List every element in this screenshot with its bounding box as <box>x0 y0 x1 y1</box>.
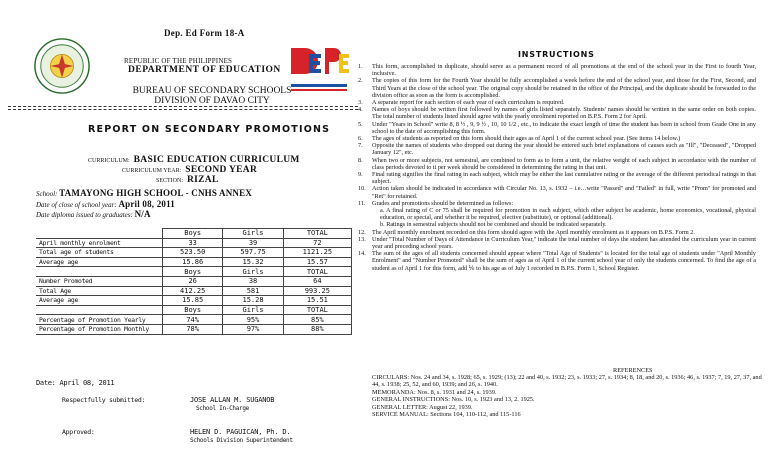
instructions-list <box>358 63 756 272</box>
promotion-stats-table <box>36 228 352 335</box>
department-name: DEPARTMENT OF EDUCATION <box>128 65 281 75</box>
stats-cell-girls: 38 <box>223 276 283 286</box>
close-date-line <box>36 199 175 209</box>
instruction-text: Opposite the names of students who dropped out during the year should be entered such brief explanations of causes such as "Ill", "Deceased", "Dropped January 12", etc. <box>372 142 756 157</box>
stats-cell-boys: Boys <box>163 305 223 315</box>
instruction-text: Final rating signifies the final rating in each subject, which may be either the last cumulative rating or the average of the different periodical ratings in that subject. <box>372 171 756 186</box>
approved-label: Approved: <box>62 428 95 436</box>
references-general-letter: GENERAL LETTER: August 22, 1939. <box>372 403 473 411</box>
school-label: School: <box>36 190 58 198</box>
diploma-date-value: N/A <box>134 209 151 219</box>
stats-row-label: Total age of students <box>36 248 163 258</box>
instruction-text: A separate report for each section of each year of each curriculum is required. <box>372 99 565 107</box>
instruction-text: The copies of this form for the Fourth Year should be fully accomplished a week before the end of the school year, and those for the First, Second, and Third Years at the close of the school year. The original copy should be retained in the office of the Principal, and the duplicate should be forwarded to the division office as soon as the form is accomplished. <box>372 77 756 99</box>
stats-cell-total: 15.57 <box>283 257 351 267</box>
stats-cell-boys: 74% <box>163 315 223 325</box>
stats-cell-total: 15.51 <box>283 296 351 306</box>
instruction-item: 10. Action taken should be indicated in accordance with Circular No. 13, s. 1932 – i.e…write "Passed" and "Failed" in full, write "Prom" for promoted and "Ret" for retained. <box>358 185 756 200</box>
stats-cell-girls: 581 <box>223 286 283 296</box>
submitted-label: Respectfully submitted: <box>62 396 146 404</box>
stats-row <box>36 276 352 286</box>
instruction-item: 6. The ages of students as reported on this form should their ages as of April 1 of the current school year. (See items 14 below.) <box>358 135 681 143</box>
instruction-subitem-b: b. Ratings in semestral subjects should not be combined and should be indicated separately. <box>380 221 607 229</box>
instruction-text: The ages of students as reported on this form should their ages as of April 1 of the current school year. (See items 14 below.) <box>372 135 681 143</box>
approved-name: HELEN D. PAGUICAN, Ph. D. <box>190 428 291 436</box>
deped-seal-icon <box>33 37 91 95</box>
instruction-text: Under "Total Number of Days of Attendance in Curriculum Year," indicate the total number of days the student has attended the curriculum year in current year and preceding school years. <box>372 235 756 251</box>
stats-header-row <box>36 267 352 277</box>
instruction-text: This form, accomplished in duplicate, should serve as a permanent record of all promotions at the end of the school year in the First to fourth Year, inclusive. <box>372 63 756 78</box>
curriculum-label: CURRICULUM: <box>88 158 130 164</box>
submitted-title: School In-Charge <box>196 405 249 412</box>
separator-rule <box>8 106 358 110</box>
instruction-text: The sum of the ages of all students concerned should appear where "Total Age of Students" is located for the total age of students under "April Monthly Enrolment" and "Number Promoted" shall be the sum of ages as of April 1 of the current school year of only the students concerned. To find the age of a student as of April 1 for this form, add ⅙ to his age as of July 1 recorded in B.P.S. Form 1, School Register. <box>372 250 756 272</box>
school-name: TAMAYONG HIGH SCHOOL - CNHS ANNEX <box>59 188 253 198</box>
stats-row-label: Average age <box>36 257 163 267</box>
stats-cell-total: 64 <box>283 276 351 286</box>
stats-row <box>36 324 352 334</box>
stats-cell-total: TOTAL <box>283 267 351 277</box>
stats-cell-total: TOTAL <box>283 229 351 239</box>
stats-row-label <box>36 267 163 277</box>
stats-row-label: Percentage of Promotion Yearly <box>36 315 163 325</box>
instruction-text: Under "Years in School" write 8, 8 ½ , 9, 9 ½ , 10, 10 1/2 , etc., to indicate the exact length of time the student has been in school from Grade One in any school to the date of accomplishing this form. <box>372 120 756 135</box>
section-line <box>156 169 219 187</box>
instruction-item: 7. Opposite the names of students who dropped out during the year should be entered such brief explanations of causes such as "Ill", "Deceased", "Dropped January 12", etc. <box>358 142 756 157</box>
stats-cell-total: 85% <box>283 315 351 325</box>
stats-cell-total: 993.25 <box>283 286 351 296</box>
stats-cell-girls: Girls <box>223 267 283 277</box>
stats-header-row <box>36 229 352 239</box>
stats-cell-boys: Boys <box>163 229 223 239</box>
references-title: REFERENCES <box>613 367 653 374</box>
stats-cell-girls: Girls <box>223 229 283 239</box>
stats-row-label: Number Promoted <box>36 276 163 286</box>
stats-cell-boys: 15.86 <box>163 257 223 267</box>
instruction-item: 11. Grades and promotions should be determined as follows: a. A final rating of C or 75 shall be required for promotion in each subject, which other subject be academic, home economics, vocational, physical education, or special, and whether it be required, elective (substitute), or optional (additional). b. Ratings in semestral subjects should not be combined and should be indicated separately. <box>358 199 756 229</box>
diploma-date-label: Date diploma issued to graduates: <box>36 211 133 219</box>
instruction-item: 2. The copies of this form for the Fourth Year should be fully accomplished a week before the end of the school year, and those for the First, Second, and Third Years at the close of the school year. The original copy should be retained in the office of the Principal, and the duplicate should be forwarded to the division office as soon as the form is accomplished. <box>358 77 756 99</box>
stats-row <box>36 238 352 248</box>
close-date-label: Date of close of school year: <box>36 201 117 209</box>
stats-cell-boys: 412.25 <box>163 286 223 296</box>
stats-cell-total: 88% <box>283 324 351 334</box>
instruction-item: 14. The sum of the ages of all students concerned should appear where "Total Age of Students" is located for the total age of students under "April Monthly Enrolment" and "Number Promoted" shall be the sum of ages as of April 1 of the current school year of only the students concerned. To find the age of a student as of April 1 for this form, add ⅙ to his age as of July 1 recorded in B.P.S. Form 1, School Register. <box>358 250 756 272</box>
instruction-item: 3. A separate report for each section of each year of each curriculum is required. <box>358 99 565 107</box>
stats-cell-boys: Boys <box>163 267 223 277</box>
stats-cell-boys: 33 <box>163 238 223 248</box>
report-title: REPORT ON SECONDARY PROMOTIONS <box>88 124 331 135</box>
instruction-text: Names of boys should be written first followed by names of girls listed separately. Students' names should be written in the same order on both copies. The total number of students listed should agree with the yearly enrolment reported on B.P.S. Form 2 for April. <box>372 106 756 121</box>
stats-cell-total: 72 <box>283 238 351 248</box>
stats-cell-girls: 15.32 <box>223 257 283 267</box>
stats-row-label <box>36 305 163 315</box>
stats-row-label: Average age <box>36 296 163 306</box>
stats-cell-girls: Girls <box>223 305 283 315</box>
stats-cell-total: 1121.25 <box>283 248 351 258</box>
stats-row <box>36 315 352 325</box>
instruction-item: 12. The April monthly enrolment recorded on this form should agree with the April monthly enrolment as it appears on B.P.S. Form 2. <box>358 228 695 236</box>
stats-cell-girls: 15.28 <box>223 296 283 306</box>
instruction-item: 9. Final rating signifies the final rating in each subject, which may be either the last cumulative rating or the average of the different periodical ratings in that subject. <box>358 171 756 186</box>
stats-row-label: Percentage of Promotion Monthly <box>36 324 163 334</box>
diploma-date-line <box>36 209 151 219</box>
stats-row <box>36 257 352 267</box>
submitted-name: JOSE ALLAN M. SUGANOB <box>190 396 275 404</box>
instruction-item: 8. When two or more subjects, not semestral, are combined to form as to form a unit, the relative weight of each subject in accordance with the number of class periods devoted to it per week should be considered in determining the rating in that unit. <box>358 156 756 171</box>
instruction-text: The April monthly enrolment recorded on this form should agree with the April monthly enrolment as it appears on B.P.S. Form 2. <box>372 228 695 236</box>
close-date-value: April 08, 2011 <box>118 199 175 209</box>
stats-cell-boys: 523.50 <box>163 248 223 258</box>
bureau-name: BUREAU OF SECONDARY SCHOOLS <box>132 86 292 96</box>
references-block <box>372 374 762 418</box>
stats-row-label: Total Age <box>36 286 163 296</box>
form-number: Dep. Ed Form 18-A <box>164 28 245 38</box>
stats-row-label: April monthly enrolment <box>36 238 163 248</box>
approved-title: Schools Division Superintendent <box>190 437 293 444</box>
instruction-subitem-a: a. A final rating of C or 75 shall be required for promotion in each subject, which other subject be academic, home economics, vocational, physical education, or special, and whether it be required, elective (substitute), or optional (additional). <box>380 207 756 222</box>
report-date: Date: April 08, 2011 <box>36 379 115 387</box>
stats-cell-total: TOTAL <box>283 305 351 315</box>
stats-cell-girls: 97% <box>223 324 283 334</box>
references-general-instructions: GENERAL INSTRUCTIONS: Nos. 10, s. 1923 and 13, 2. 1925. <box>372 396 535 404</box>
division-name: DIVISION OF DAVAO CITY <box>154 96 270 106</box>
stats-header-row <box>36 305 352 315</box>
stats-cell-boys: 78% <box>163 324 223 334</box>
instruction-text: When two or more subjects, not semestral, are combined to form as to form a unit, the relative weight of each subject in accordance with the number of class periods devoted to it per week should be considered in determining the rating in that unit. <box>372 156 756 171</box>
stats-cell-girls: 39 <box>223 238 283 248</box>
section-label: SECTION: <box>156 178 183 184</box>
curriculum-year-value: SECOND YEAR <box>185 165 258 175</box>
instruction-item: 5. Under "Years in School" write 8, 8 ½ , 9, 9 ½ , 10, 10 1/2 , etc., to indicate the exact length of time the student has been in school from Grade One in any school to the date of accomplishing this form. <box>358 120 756 135</box>
stats-row <box>36 296 352 306</box>
stats-cell-girls: 597.75 <box>223 248 283 258</box>
stats-row <box>36 286 352 296</box>
stats-cell-boys: 26 <box>163 276 223 286</box>
references-memoranda: MEMORANDA: Nos. 8, s. 1931 and 24, s. 1939. <box>372 388 497 396</box>
curriculum-value: BASIC EDUCATION CURRICULUM <box>133 155 300 165</box>
references-service-manual: SERVICE MANUAL: Sections 104, 110-112, and 115-116 <box>372 411 521 419</box>
instructions-title: INSTRUCTIONS <box>518 50 595 59</box>
bureau-block <box>119 86 305 106</box>
instruction-text: Grades and promotions should be determined as follows: <box>372 199 514 207</box>
instruction-item: 1. This form, accomplished in duplicate, should serve as a permanent record of all promotions at the end of the school year in the First to fourth Year, inclusive. <box>358 63 756 78</box>
references-circulars: CIRCULARS: Nos. 24 and 34, s. 1928; 65, s. 1929; (13); 22 and 40, s. 1932; 23, s. 1933; 27, s. 1934; 8, 18, and 20, s. 1936; 46, s. 1937; 7, 19, 27, 37, and 44, s. 1938; 25, 52, and 60, 1939; and 26, s. 1940. <box>372 374 762 389</box>
republic-line: REPUBLIC OF THE PHILIPPINES <box>124 57 233 65</box>
instruction-item: 13. Under "Total Number of Days of Attendance in Curriculum Year," indicate the total number of days the student has attended the curriculum year in current year and preceding school years. <box>358 235 756 251</box>
instruction-text: Action taken should be indicated in accordance with Circular No. 13, s. 1932 – i.e…write "Passed" and "Failed" in full, write "Prom" for promoted and "Ret" for retained. <box>372 185 756 200</box>
stats-row-label <box>36 229 163 239</box>
instruction-item: 4. Names of boys should be written first followed by names of girls listed separately. Students' names should be written in the same order on both copies. The total number of students listed should agree with the yearly enrolment reported on B.P.S. Form 2 for April. <box>358 106 756 121</box>
section-value: RIZAL <box>187 175 219 185</box>
stats-cell-boys: 15.85 <box>163 296 223 306</box>
stats-cell-girls: 95% <box>223 315 283 325</box>
curriculum-year-label: CURRICULUM YEAR: <box>122 168 182 174</box>
school-line <box>36 188 252 198</box>
stats-row <box>36 248 352 258</box>
